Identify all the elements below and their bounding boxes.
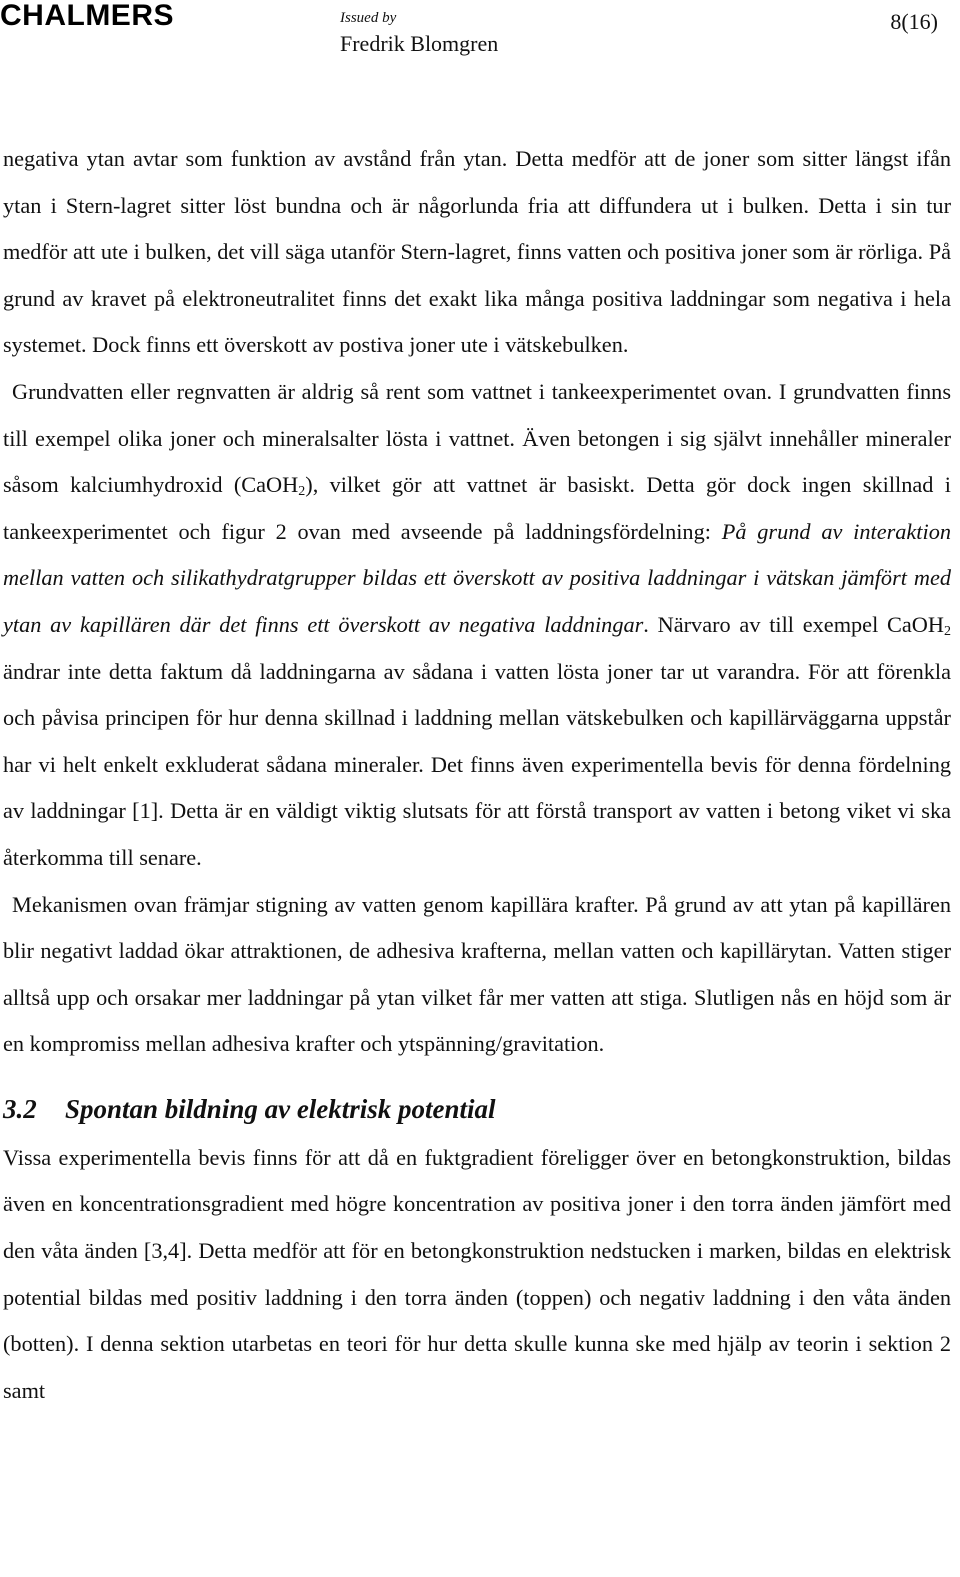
section-title: Spontan bildning av elektrisk potential: [65, 1093, 496, 1124]
paragraph-2: [3, 369, 951, 882]
paragraph-2-text-4: ändrar inte detta faktum då laddningarna av sådana i vatten lösta joner tar ut varandra. För att förenkla och påvisa principen för hur denna skillnad i laddning mellan vätskebulken och kapillärväggarna uppstår har vi helt enkelt exkluderat sådana mineraler. Det finns även experimentella bevis för denna fördelning av laddningar [1]. Detta är en väldigt viktig slutsats för att förstå transport av vatten i betong viket vi ska återkomma till senare.: [3, 658, 951, 870]
section-number: 3.2: [3, 1093, 37, 1124]
paragraph-3: Mekanismen ovan främjar stigning av vatten genom kapillära krafter. På grund av att ytan på kapillären blir negativt laddad ökar attraktionen, de adhesiva krafterna, mellan vatten och kapillärytan. Vatten stiger alltså upp och orsakar mer laddningar på ytan vilket får mer vatten att stiga. Slutligen nås en höjd som är en kompromiss mellan adhesiva krafter och ytspänning/gravitation.: [3, 891, 951, 1057]
page-header: [0, 0, 960, 70]
paragraph-2-italic: På grund av interaktion mellan vatten och silikathydratgrupper bildas ett överskott av positiva laddningar i vätskan jämfört med ytan av kapillären där det finns ett överskott av negativa laddningar: [3, 518, 951, 637]
issuer-name: Fredrik Blomgren: [340, 31, 499, 56]
page-number: 8(16): [890, 9, 938, 34]
paragraph-4: Vissa experimentella bevis finns för att då en fuktgradient föreligger över en betongkonstruktion, bildas även en koncentrationsgradient med högre koncentration av positiva joner i den torra änden jämfört med den våta änden [3,4]. Detta medför att för en betongkonstruktion nedstucken i marken, bildas en elektrisk potential bildas med positiv laddning i den torra änden (toppen) och negativ laddning i den våta änden (botten). I denna sektion utarbetas en teori för hur detta skulle kunna ske med hjälp av teorin i sektion 2 samt: [3, 1144, 951, 1403]
body-text: [3, 136, 951, 1414]
paragraph-2-text-1: Grundvatten eller regnvatten är aldrig så rent som vattnet i tankeexperimentet ovan. I grundvatten finns till exempel olika joner och mineralsalter lösta i vattnet. Även betongen i sig självt innehåller mineraler såsom kalciumhydroxid (CaOH: [3, 378, 951, 498]
section-heading: [3, 1087, 951, 1131]
paragraph-2-text-2: ), vilket gör att vattnet är basiskt. Detta gör dock ingen skillnad i tankeexperimentet och figur 2 ovan med avseende på laddningsfördelning:: [3, 472, 951, 544]
subscript-2b: 2: [944, 623, 951, 639]
issued-by-label: Issued by: [340, 10, 397, 26]
subscript-2a: 2: [298, 484, 306, 500]
paragraph-1: negativa ytan avtar som funktion av avstånd från ytan. Detta medför att de joner som sitter längst ifån ytan i Stern-lagret sitter löst bundna och är någorlunda fria att diffundera ut i bulken. Detta i sin tur medför att ute i bulken, det vill säga utanför Stern-lagret, finns vatten och positiva joner som är rörliga. På grund av kravet på elektroneutralitet finns det exakt lika många positiva laddningar som negativa i hela systemet. Dock finns ett överskott av postiva joner ute i vätskebulken.: [3, 146, 951, 358]
chalmers-logo: CHALMERS: [0, 0, 174, 32]
paragraph-2-text-3: . Närvaro av till exempel CaOH: [643, 611, 944, 637]
